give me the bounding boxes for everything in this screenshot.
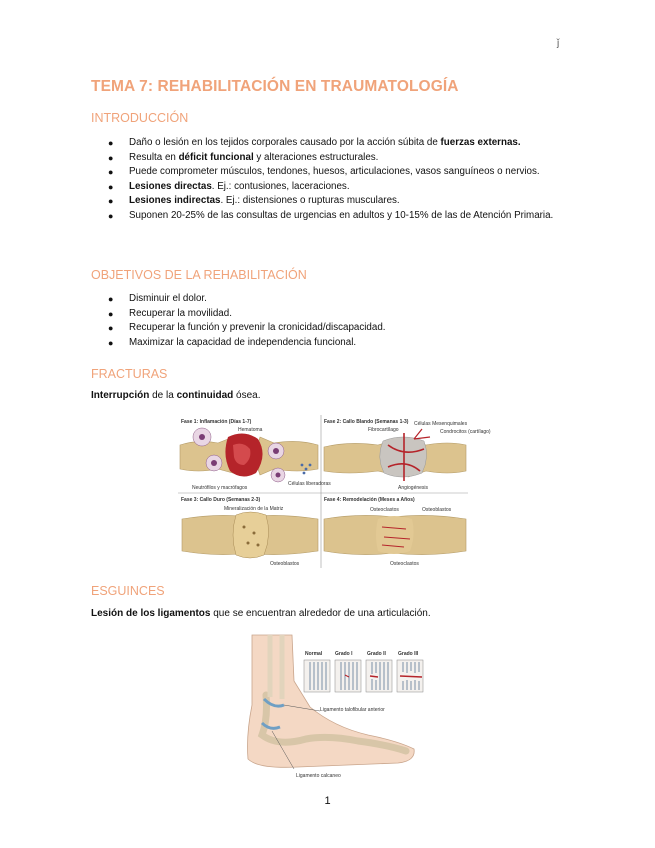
label-talofibular: Ligamento talofibular anterior xyxy=(320,707,385,713)
objetivo-list-item xyxy=(91,336,565,351)
objetivo-text: Maximizar la capacidad de independencia funcional. xyxy=(129,336,357,348)
intro-heading: INTRODUCCIÓN xyxy=(91,111,189,125)
text: Daño o lesión en los tejidos corporales causado por la acción súbita de xyxy=(129,137,441,148)
text: Puede comprometer músculos, tendones, huesos, articulaciones, vasos sanguíneos o nervios. xyxy=(129,166,540,178)
bullet-icon: ● xyxy=(108,181,114,192)
objetivo-list-item xyxy=(91,292,565,307)
phase-1-label-neutrophils: Neutrófilos y macrófagos xyxy=(192,485,248,491)
esguinces-bold: Lesión de los ligamentos xyxy=(91,608,211,619)
ankle-sprain-figure xyxy=(238,635,438,782)
phase-4-label-osteoblasts: Osteoblastos xyxy=(422,507,452,513)
bullet-icon: ● xyxy=(108,323,114,334)
bullet-icon: ● xyxy=(108,294,114,304)
fracturas-text-1: de la xyxy=(149,390,177,401)
intro-list-item xyxy=(91,151,565,166)
text: . Ej.: contusiones, laceraciones. xyxy=(211,180,350,192)
page-number: 1 xyxy=(324,795,331,807)
fracturas-definition xyxy=(91,390,261,401)
bold-text: Lesiones directas xyxy=(129,180,212,192)
objetivo-text: Recuperar la movilidad. xyxy=(129,307,232,319)
objetivo-text: Disminuir el dolor. xyxy=(129,293,207,304)
text: . Ej.: distensiones o rupturas musculares. xyxy=(220,195,400,207)
bullet-icon: ● xyxy=(108,196,114,207)
intro-list xyxy=(91,136,565,224)
phase-2-label-angiogenesis: Angiogénesis xyxy=(398,485,429,491)
phase-1-title: Fase 1: Inflamación (Días 1-7) xyxy=(181,419,252,425)
fracturas-heading: FRACTURAS xyxy=(91,367,168,381)
phase-2-label-fibrocartilage: Fibrocartílago xyxy=(368,427,399,433)
intro-list-item xyxy=(91,194,565,209)
fracturas-bold-1: Interrupción xyxy=(91,390,150,401)
text: Resulta en xyxy=(129,151,179,163)
page-title: TEMA 7: REHABILITACIÓN EN TRAUMATOLOGÍA xyxy=(91,78,459,95)
bullet-icon: ● xyxy=(108,152,114,163)
phase-4-label-osteoclasts-bottom: Osteoclastos xyxy=(390,561,419,567)
grade-3-label: Grado III xyxy=(398,651,419,657)
objetivos-list xyxy=(91,292,565,350)
fracturas-text-2: ósea. xyxy=(233,390,261,401)
phase-2-title: Fase 2: Callo Blando (Semanas 1-3) xyxy=(324,419,409,425)
esguinces-text: que se encuentran alrededor de una articulación. xyxy=(210,608,431,619)
phase-2-label-chondrocytes: Condrocitos (cartílago) xyxy=(440,429,491,435)
bold-text: fuerzas externas. xyxy=(440,137,521,148)
phase-4-label-osteoclasts-left: Osteoclastos xyxy=(370,507,399,513)
phase-1-label-hematoma: Hematoma xyxy=(238,427,263,433)
phase-3-label-osteoblasts: Osteoblastos xyxy=(270,561,300,567)
corner-mark: ǰ xyxy=(557,38,560,49)
bold-text: déficit funcional xyxy=(178,151,254,163)
bullet-icon: ● xyxy=(108,167,114,178)
grade-2-label: Grado II xyxy=(367,651,386,657)
bold-text: Lesiones indirectas xyxy=(129,195,221,207)
intro-list-item xyxy=(91,180,565,195)
phase-3-label-matrix: Mineralización de la Matriz xyxy=(224,506,284,512)
text: Suponen 20-25% de las consultas de urgencias en adultos y 10-15% de las de Atención Primaria. xyxy=(129,209,554,221)
intro-list-item xyxy=(91,209,565,224)
phase-2-label-mesenchymal: Células Mesenquimales xyxy=(414,421,468,427)
esguinces-heading: ESGUINCES xyxy=(91,584,165,598)
intro-list-item xyxy=(91,136,565,151)
bullet-icon: ● xyxy=(108,210,114,221)
objetivos-heading: OBJETIVOS DE LA REHABILITACIÓN xyxy=(91,268,307,282)
objetivo-list-item xyxy=(91,307,565,322)
esguinces-definition xyxy=(91,608,431,619)
label-calcaneo: Ligamento calcaneo xyxy=(296,773,341,779)
bullet-icon: ● xyxy=(108,308,114,319)
bullet-icon: ● xyxy=(108,337,114,348)
phase-1-label-cells: Células liberadoras xyxy=(288,481,331,487)
fracturas-bold-2: continuidad xyxy=(176,390,234,401)
phase-3-title: Fase 3: Callo Duro (Semanas 2-3) xyxy=(181,497,261,503)
objetivo-text: Recuperar la función y prevenir la cronicidad/discapacidad. xyxy=(129,322,386,334)
bullet-icon: ● xyxy=(108,138,114,148)
intro-list-item xyxy=(91,165,565,180)
fracture-healing-figure xyxy=(178,415,491,568)
objetivo-list-item xyxy=(91,321,565,336)
phase-4-title: Fase 4: Remodelación (Meses a Años) xyxy=(324,497,415,503)
grade-1-label: Grado I xyxy=(335,651,353,657)
grade-normal-label: Normal xyxy=(305,651,323,657)
text: y alteraciones estructurales. xyxy=(253,151,379,163)
